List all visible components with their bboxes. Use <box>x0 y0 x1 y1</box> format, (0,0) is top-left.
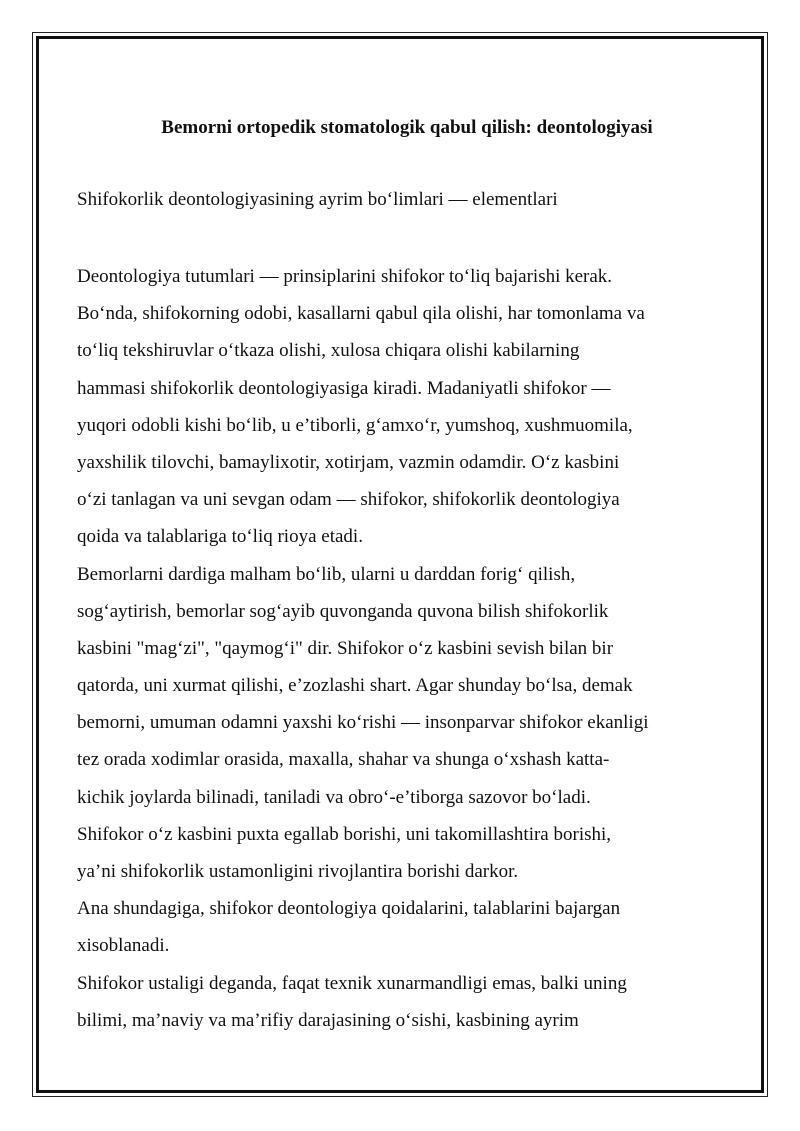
body-line: qatorda, uni xurmat qilishi, e’zozlashi shart. Agar shunday bo‘lsa, demak <box>77 675 633 697</box>
body-line: ya’ni shifokorlik ustamonligini rivojlantira borishi darkor. <box>77 861 519 882</box>
body-line: bilimi, ma’naviy va ma’rifiy darajasining o‘sishi, kasbining ayrim <box>77 1009 579 1031</box>
body-line: xisoblanadi. <box>77 935 170 957</box>
body-line: Shifokor ustaligi deganda, faqat texnik xunarmandligi emas, balki uning <box>77 972 627 994</box>
body-line: yuqori odobli kishi bo‘lib, u e’tiborli, g‘amxo‘r, yumshoq, xushmuomila, <box>77 414 633 436</box>
body-line: yaxshilik tilovchi, bamaylixotir, xotirjam, vazmin odamdir. O‘z kasbini <box>77 451 620 473</box>
body-line: bemorni, umuman odamni yaxshi ko‘rishi — insonparvar shifokor ekanligi <box>77 712 649 734</box>
body-line: Shifokor o‘z kasbini puxta egallab borishi, uni takomillashtira borishi, <box>77 823 612 845</box>
body-line: sog‘aytirish, bemorlar sog‘ayib quvonganda quvona bilish shifokorlik <box>77 600 609 622</box>
body-line: hammasi shifokorlik deontologiyasiga kiradi. Madaniyatli shifokor — <box>77 377 611 399</box>
body-line: Ana shundagiga, shifokor deontologiya qoidalarini, talablarini bajargan <box>77 898 621 920</box>
body-text <box>77 258 737 1039</box>
body-line: o‘zi tanlagan va uni sevgan odam — shifokor, shifokorlik deontologiya <box>77 489 620 511</box>
body-line: kasbini "mag‘zi", "qaymog‘i" dir. Shifokor o‘z kasbini sevish bilan bir <box>77 637 614 659</box>
body-line: tez orada xodimlar orasida, maxalla, shahar va shunga o‘xshash katta- <box>77 749 610 771</box>
document-title: Bemorni ortopedik stomatologik qabul qilish: deontologiyasi <box>161 117 653 138</box>
body-line: qoida va talablariga to‘liq rioya etadi. <box>77 526 363 548</box>
body-line: Bo‘nda, shifokorning odobi, kasallarni qabul qila olishi, har tomonlama va <box>77 303 645 325</box>
body-line: Bemorlarni dardiga malham bo‘lib, ularni u darddan forig‘ qilish, <box>77 563 576 585</box>
body-line: Deontologiya tutumlari — prinsiplarini shifokor to‘liq bajarishi kerak. <box>77 266 613 287</box>
body-line: to‘liq tekshiruvlar o‘tkaza olishi, xulosa chiqara olishi kabilarning <box>77 340 580 362</box>
section-subtitle: Shifokorlik deontologiyasining ayrim bo‘limlari — elementlari <box>77 189 558 210</box>
body-line: kichik joylarda bilinadi, taniladi va obro‘-e’tiborga sazovor bo‘ladi. <box>77 786 591 808</box>
document-content <box>77 110 737 1031</box>
